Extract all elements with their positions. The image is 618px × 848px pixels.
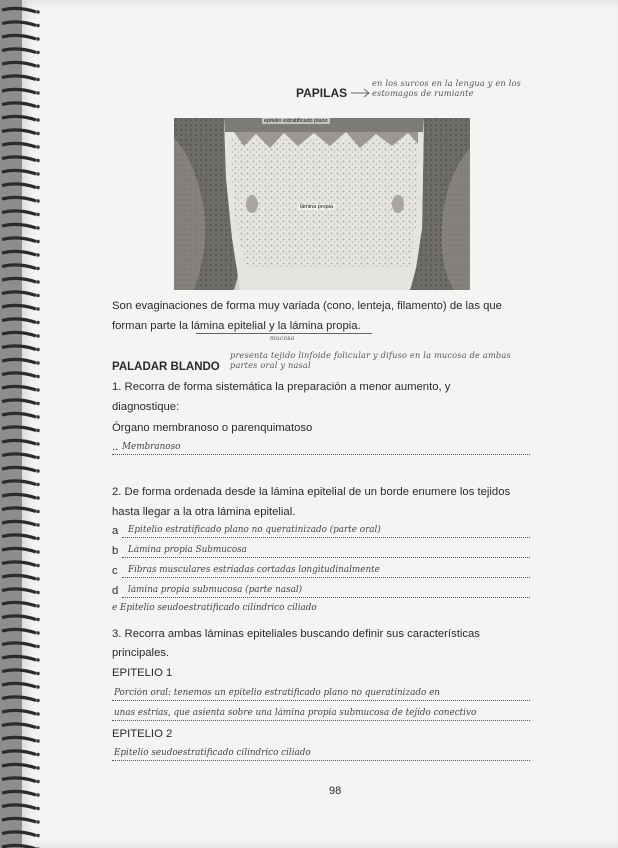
papilla-micrograph bbox=[174, 118, 470, 290]
papilas-text-line2: forman parte la lámina epitelial y la lámina propia. bbox=[112, 320, 361, 332]
spiral-hole bbox=[36, 456, 40, 460]
spiral-hole bbox=[36, 334, 40, 338]
question2-line1: 2. De forma ordenada desde la lámina epitelial de un borde enumere los tejidos bbox=[112, 486, 511, 498]
page-number: 98 bbox=[329, 785, 342, 797]
question1-line2: diagnostique: bbox=[112, 401, 180, 413]
spiral-hole bbox=[36, 64, 40, 68]
spiral-hole bbox=[36, 226, 40, 230]
spiral-hole bbox=[36, 186, 40, 190]
spiral-hole bbox=[36, 442, 40, 446]
spiral-hole bbox=[36, 658, 40, 662]
q2-answer-d: lámina propia submucosa (parte nasal) bbox=[128, 585, 303, 595]
epitelio1-answer-line1: Porción oral: tenemos un epitelio estratificado plano no queratinizado en bbox=[114, 688, 440, 698]
spiral-hole bbox=[36, 834, 40, 838]
spiral-hole bbox=[36, 672, 40, 676]
spiral-hole bbox=[36, 415, 40, 419]
spiral-hole bbox=[36, 483, 40, 487]
spiral-hole bbox=[36, 537, 40, 541]
spiral-hole bbox=[36, 321, 40, 325]
q2-letter-a: a bbox=[112, 525, 119, 537]
spiral-hole bbox=[36, 105, 40, 109]
spiral-hole bbox=[36, 645, 40, 649]
arrow-icon bbox=[350, 88, 372, 98]
spiral-hole bbox=[36, 523, 40, 527]
spiral-binding bbox=[0, 0, 44, 848]
spiral-hole bbox=[36, 712, 40, 716]
spiral-hole bbox=[36, 618, 40, 622]
spiral-hole bbox=[36, 240, 40, 244]
spiral-hole bbox=[36, 91, 40, 95]
spiral-hole bbox=[36, 10, 40, 14]
spiral-hole bbox=[36, 685, 40, 689]
spiral-hole bbox=[36, 388, 40, 392]
spiral-hole bbox=[36, 577, 40, 581]
epitelio2-answer: Epitelio seudoestratificado cilíndrico ciliado bbox=[114, 748, 311, 758]
spiral-hole bbox=[36, 699, 40, 703]
spiral-hole bbox=[36, 37, 40, 41]
spiral-hole bbox=[36, 726, 40, 730]
spiral-hole bbox=[36, 172, 40, 176]
micrograph-label-epithelium: epitelio estratificado plano bbox=[264, 118, 328, 124]
spiral-hole bbox=[36, 132, 40, 136]
spiral-hole bbox=[36, 550, 40, 554]
spiral-hole bbox=[36, 591, 40, 595]
spiral-hole bbox=[36, 24, 40, 28]
spiral-hole bbox=[36, 739, 40, 743]
spiral-hole bbox=[36, 199, 40, 203]
epitelio1-label: EPITELIO 1 bbox=[112, 667, 173, 679]
spiral-hole bbox=[36, 51, 40, 55]
q2-item-e: e Epitelio seudoestratificado cilíndrico ciliado bbox=[112, 603, 317, 613]
spiral-hole bbox=[36, 361, 40, 365]
spiral-hole bbox=[36, 118, 40, 122]
q1-answer-prefix: .. bbox=[112, 441, 119, 453]
spiral-hole bbox=[36, 402, 40, 406]
spiral-hole bbox=[36, 793, 40, 797]
spiral-hole bbox=[36, 267, 40, 271]
spiral-hole bbox=[36, 294, 40, 298]
question3-line2: principales. bbox=[112, 647, 170, 659]
q2-letter-b: b bbox=[112, 545, 119, 557]
spiral-hole bbox=[36, 253, 40, 257]
spiral-hole bbox=[36, 820, 40, 824]
section-title: PALADAR BLANDO bbox=[112, 361, 220, 373]
spiral-hole bbox=[36, 766, 40, 770]
q2-answer-a: Epitelio estratificado plano no queratinizado (parte oral) bbox=[128, 525, 381, 535]
spiral-hole bbox=[36, 564, 40, 568]
epitelio1-answer-line2: unas estrías, que asienta sobre una lámina propia submucosa de tejido conectivo bbox=[114, 708, 477, 718]
spiral-hole bbox=[36, 159, 40, 163]
question3-line1: 3. Recorra ambas láminas epiteliales buscando definir sus características bbox=[112, 628, 480, 640]
spiral-hole bbox=[36, 280, 40, 284]
epitelio2-label: EPITELIO 2 bbox=[112, 728, 173, 740]
spiral-hole bbox=[36, 469, 40, 473]
spiral-hole bbox=[36, 807, 40, 811]
q2-letter-c: c bbox=[112, 565, 118, 577]
spiral-hole bbox=[36, 753, 40, 757]
q2-answer-b: Lámina propia Submucosa bbox=[128, 545, 247, 555]
spiral-hole bbox=[36, 78, 40, 82]
q1-answer: Membranoso bbox=[122, 442, 181, 452]
papilas-text-line1: Son evaginaciones de forma muy variada (cono, lenteja, filamento) de las que bbox=[112, 300, 502, 312]
papilas-handwritten-note: en los surcos en la lengua y en los estomagos de rumiante bbox=[372, 78, 522, 98]
spiral-hole bbox=[36, 604, 40, 608]
spiral-hole bbox=[36, 145, 40, 149]
question1-sub: Órgano membranoso o parenquimatoso bbox=[112, 422, 313, 434]
mucosa-note: mucosa bbox=[270, 335, 295, 342]
spiral-hole bbox=[36, 510, 40, 514]
spiral-hole bbox=[36, 780, 40, 784]
spiral-hole bbox=[36, 348, 40, 352]
q2-letter-d: d bbox=[112, 585, 119, 597]
q2-answer-c: Fibras musculares estriadas cortadas longitudinalmente bbox=[128, 565, 380, 575]
micrograph-label-lamina-propia: lámina propia bbox=[300, 204, 334, 210]
question2-line2: hasta llegar a la otra lámina epitelial. bbox=[112, 506, 296, 518]
spiral-hole bbox=[36, 213, 40, 217]
spiral-hole bbox=[36, 429, 40, 433]
spiral-hole bbox=[36, 631, 40, 635]
spiral-hole bbox=[36, 307, 40, 311]
spiral-hole bbox=[36, 496, 40, 500]
paladar-handwritten-note: presenta tejido linfoide folicular y difuso en la mucosa de ambas partes oral y nasal bbox=[230, 350, 511, 370]
spiral-hole bbox=[36, 375, 40, 379]
question1-line1: 1. Recorra de forma sistemática la preparación a menor aumento, y bbox=[112, 381, 451, 393]
papilas-heading: PAPILAS bbox=[296, 86, 348, 100]
